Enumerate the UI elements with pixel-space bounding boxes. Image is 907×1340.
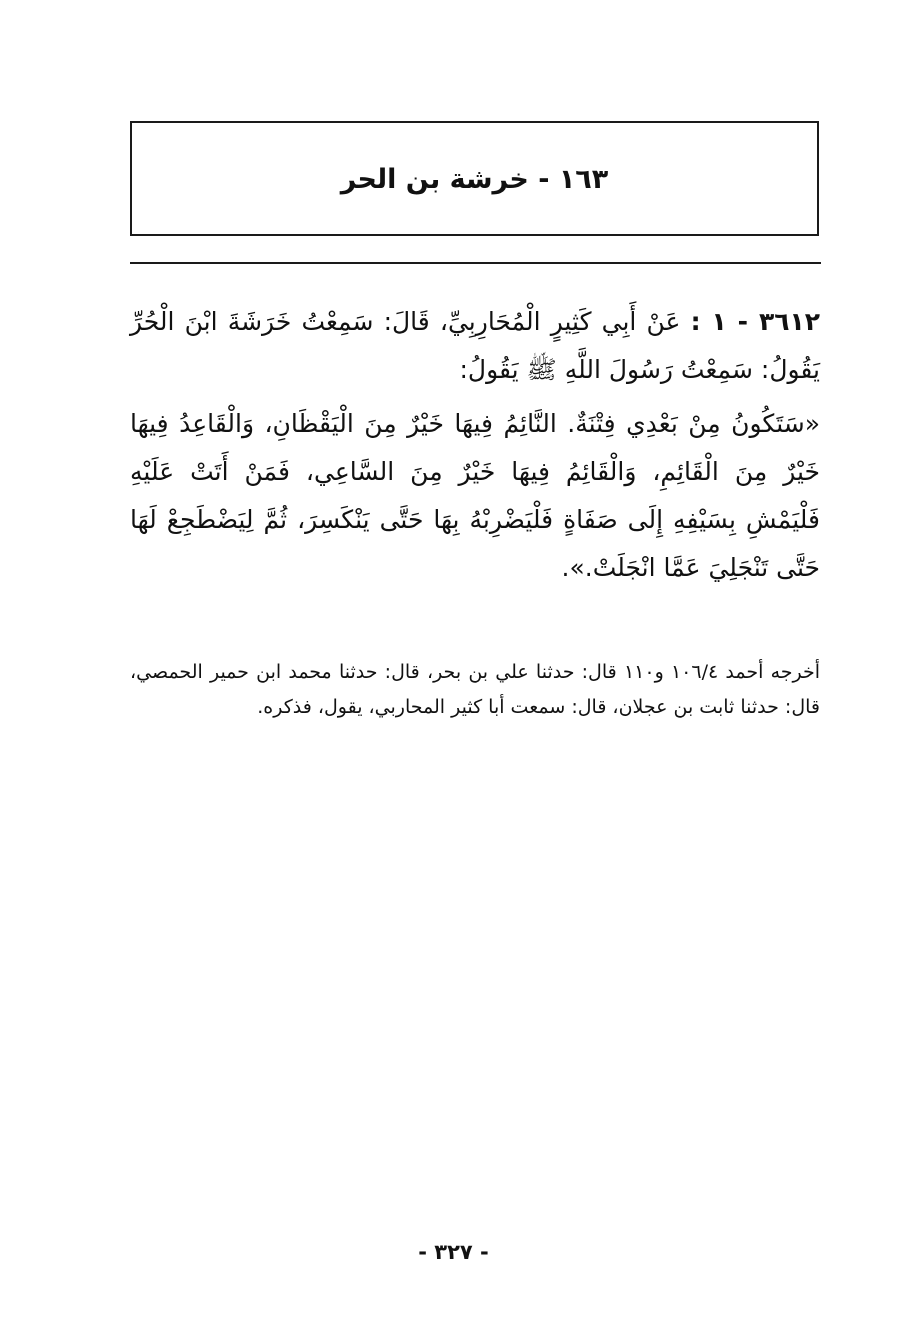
chapter-title-box [130,121,819,236]
hadith-block [130,298,820,592]
hadith-number: ٣٦١٢ - ١ : [690,307,820,336]
separator-rule [130,262,821,264]
page-number: - ٣٢٧ - [418,1240,489,1264]
hadith-isnad: عَنْ أَبِي كَثِيرٍ الْمُحَارِبِيِّ، قَالَ: سَمِعْتُ خَرَشَةَ ابْنَ الْحُرِّ يَقُولُ: سَمِعْتُ رَسُولَ اللَّهِ ﷺ يَقُولُ: [130,307,820,384]
hadith-intro-paragraph [130,298,820,394]
chapter-title: ١٦٣ - خرشة بن الحر [340,164,609,195]
takhrij-footnote: أخرجه أحمد ١٠٦/٤ و١١٠ قال: حدثنا علي بن بحر، قال: حدثنا محمد ابن حمير الحمصي، قال: حدثنا ثابت بن عجلان، قال: سمعت أبا كثير المحاربي، يقول، فذكره. [130,661,821,718]
hadith-text: «سَتَكُونُ مِنْ بَعْدِي فِتْنَةٌ. النَّائِمُ فِيهَا خَيْرٌ مِنَ الْيَقْظَانِ، وَالْقَاعِدُ فِيهَا خَيْرٌ مِنَ الْقَائِمِ، وَالْقَائِمُ فِيهَا خَيْرٌ مِنَ السَّاعِي، فَمَنْ أَتَتْ عَلَيْهِ فَلْيَمْشِ بِسَيْفِهِ إِلَى صَفَاةٍ فَلْيَضْرِبْهُ بِهَا حَتَّى يَنْكَسِرَ، ثُمَّ لِيَضْطَجِعْ لَهَا حَتَّى تَنْجَلِيَ عَمَّا انْجَلَتْ.». [130,409,820,582]
